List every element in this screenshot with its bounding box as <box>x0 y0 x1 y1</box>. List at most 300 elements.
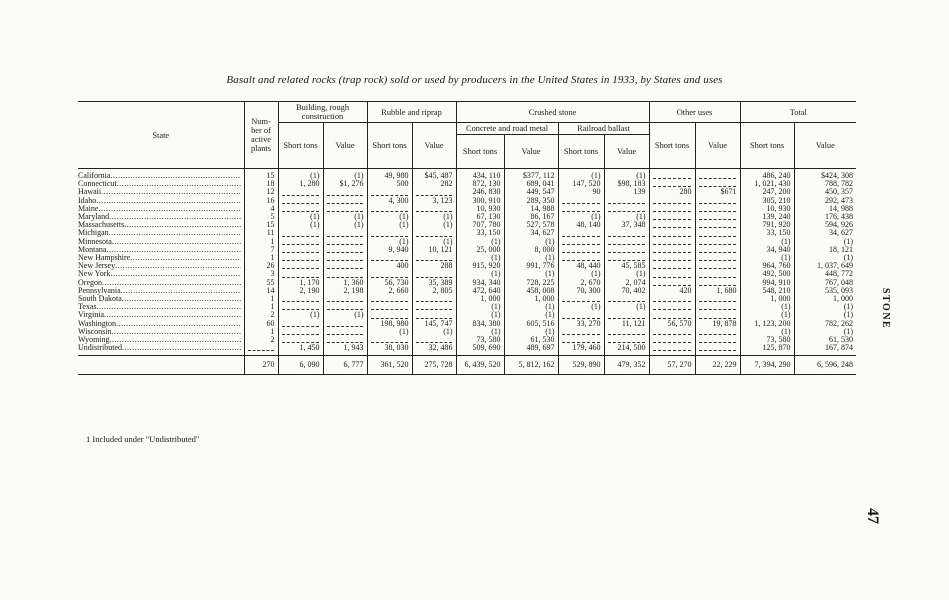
section-label: STONE <box>880 288 891 330</box>
dash-leader <box>653 304 691 310</box>
state-name <box>78 205 244 213</box>
value-cell <box>604 205 649 213</box>
totals-cell: 275, 728 <box>412 356 456 375</box>
value-cell: 145, 747 <box>412 320 456 328</box>
value-cell: $45, 487 <box>412 169 456 181</box>
value-cell: 179, 460 <box>558 344 604 356</box>
value-cell: 10, 930 <box>456 205 504 213</box>
value-cell: 934, 340 <box>456 279 504 287</box>
value-cell: (1) <box>323 311 367 319</box>
value-cell: 56, 730 <box>367 279 412 287</box>
value-cell: 449, 547 <box>504 188 558 196</box>
value-cell: 300, 910 <box>456 197 504 205</box>
value-cell <box>323 188 367 196</box>
value-cell: 139, 240 <box>740 213 794 221</box>
dash-leader <box>327 247 363 253</box>
totals-cell: 6, 439, 520 <box>456 356 504 375</box>
dash-leader <box>327 263 363 269</box>
value-cell: (1) <box>794 238 856 246</box>
dash-leader <box>699 173 736 179</box>
value-cell: (1) <box>456 238 504 246</box>
value-cell: (1) <box>456 311 504 319</box>
state-label: Minnesota ..... <box>78 238 241 246</box>
value-cell <box>558 246 604 254</box>
dash-leader <box>608 255 645 261</box>
value-cell: $377, 112 <box>504 169 558 181</box>
value-cell <box>558 238 604 246</box>
value-cell: 767, 048 <box>794 279 856 287</box>
value-cell: (1) <box>504 311 558 319</box>
value-cell: (1) <box>604 169 649 181</box>
value-cell: (1) <box>740 311 794 319</box>
value-cell <box>412 205 456 213</box>
plants-cell: 16 <box>244 197 278 205</box>
plants-cell: 18 <box>244 180 278 188</box>
value-cell: 791, 920 <box>740 221 794 229</box>
plants-cell: 1 <box>244 303 278 311</box>
value-cell: 214, 500 <box>604 344 649 356</box>
value-cell <box>604 328 649 336</box>
value-cell <box>649 205 695 213</box>
plants-cell: 26 <box>244 262 278 270</box>
value-cell: 1, 170 <box>278 279 323 287</box>
value-cell: 1, 680 <box>695 287 740 295</box>
dash-leader <box>653 296 691 302</box>
value-cell <box>649 279 695 287</box>
dash-leader <box>699 337 736 343</box>
value-cell: 48, 440 <box>558 262 604 270</box>
value-cell <box>323 320 367 328</box>
value-cell <box>649 270 695 278</box>
value-cell <box>367 295 412 303</box>
value-cell: (1) <box>794 254 856 262</box>
dash-leader <box>699 263 736 269</box>
value-cell: (1) <box>367 221 412 229</box>
value-cell: (1) <box>504 270 558 278</box>
value-cell <box>412 295 456 303</box>
value-cell: (1) <box>456 254 504 262</box>
state-name <box>78 238 244 246</box>
state-label: Virginia ..... <box>78 311 241 319</box>
value-cell: 49, 980 <box>367 169 412 181</box>
dash-leader <box>282 190 319 196</box>
state-name <box>78 311 244 319</box>
header-rubble-tons: Short tons <box>367 123 412 169</box>
dash-leader <box>282 321 319 327</box>
dash-leader <box>562 239 600 245</box>
table-row <box>78 238 856 246</box>
value-cell: (1) <box>604 213 649 221</box>
dash-leader <box>282 304 319 310</box>
dash-leader <box>699 247 736 253</box>
state-name <box>78 279 244 287</box>
plants-cell: 14 <box>244 287 278 295</box>
plants-cell <box>244 344 278 356</box>
value-cell <box>695 295 740 303</box>
plants-cell: 2 <box>244 336 278 344</box>
value-cell: 70, 402 <box>604 287 649 295</box>
value-cell <box>412 254 456 262</box>
value-cell <box>278 262 323 270</box>
dash-leader <box>653 239 691 245</box>
value-cell <box>695 344 740 356</box>
value-cell: (1) <box>504 254 558 262</box>
state-label: Massachusetts ..... <box>78 221 241 229</box>
value-cell: (1) <box>278 311 323 319</box>
value-cell <box>649 169 695 181</box>
value-cell: 991, 776 <box>504 262 558 270</box>
state-label: New Hampshire ..... <box>78 254 241 262</box>
value-cell <box>649 328 695 336</box>
value-cell: 2, 660 <box>367 287 412 295</box>
value-cell <box>558 295 604 303</box>
header-concrete-tons: Short tons <box>456 135 504 169</box>
value-cell <box>558 229 604 237</box>
header-railroad-value: Value <box>604 135 649 169</box>
dash-leader <box>699 304 736 310</box>
value-cell: (1) <box>604 303 649 311</box>
value-cell <box>367 188 412 196</box>
dash-leader <box>562 198 600 204</box>
value-cell: 14, 988 <box>504 205 558 213</box>
value-cell: 37, 348 <box>604 221 649 229</box>
dash-leader <box>416 304 452 310</box>
value-cell: 509, 690 <box>456 344 504 356</box>
value-cell <box>604 311 649 319</box>
state-name <box>78 188 244 196</box>
value-cell: 35, 389 <box>412 279 456 287</box>
value-cell: 1, 021, 430 <box>740 180 794 188</box>
dash-leader <box>282 239 319 245</box>
value-cell: 73, 580 <box>456 336 504 344</box>
state-label: South Dakota ..... <box>78 295 241 303</box>
table-row <box>78 213 856 221</box>
dash-leader <box>608 198 645 204</box>
value-cell <box>695 229 740 237</box>
trap-rock-table <box>78 101 856 375</box>
table-row <box>78 328 856 336</box>
table-row <box>78 320 856 328</box>
header-railroad-tons: Short tons <box>558 135 604 169</box>
value-cell: (1) <box>504 328 558 336</box>
state-label: New York ..... <box>78 270 241 278</box>
value-cell: 34, 627 <box>794 229 856 237</box>
value-cell <box>367 303 412 311</box>
header-concrete: Concrete and road metal <box>456 123 558 135</box>
state-label: Maryland ..... <box>78 213 241 221</box>
value-cell: (1) <box>412 238 456 246</box>
value-cell: 90 <box>558 188 604 196</box>
dash-leader <box>416 313 452 319</box>
dash-leader <box>416 190 452 196</box>
value-cell: 1, 037, 649 <box>794 262 856 270</box>
value-cell: (1) <box>367 238 412 246</box>
table-row <box>78 180 856 188</box>
dash-leader <box>699 181 736 187</box>
dash-leader <box>327 321 363 327</box>
value-cell <box>278 270 323 278</box>
value-cell <box>323 270 367 278</box>
dash-leader <box>608 239 645 245</box>
value-cell <box>649 197 695 205</box>
plants-cell: 4 <box>244 205 278 213</box>
value-cell: 10, 930 <box>740 205 794 213</box>
value-cell: 33, 150 <box>456 229 504 237</box>
state-label: Oregon ..... <box>78 279 241 287</box>
value-cell: 280 <box>649 188 695 196</box>
dash-leader <box>327 190 363 196</box>
value-cell: 305, 210 <box>740 197 794 205</box>
value-cell <box>695 328 740 336</box>
value-cell: 548, 210 <box>740 287 794 295</box>
value-cell: 11, 121 <box>604 320 649 328</box>
plants-cell: 5 <box>244 213 278 221</box>
value-cell: (1) <box>412 328 456 336</box>
value-cell: 247, 200 <box>740 188 794 196</box>
value-cell: (1) <box>323 213 367 221</box>
dash-leader <box>653 255 691 261</box>
state-name <box>78 221 244 229</box>
value-cell: (1) <box>367 328 412 336</box>
value-cell <box>323 229 367 237</box>
value-cell <box>695 180 740 188</box>
state-name <box>78 328 244 336</box>
value-cell: (1) <box>367 213 412 221</box>
state-name <box>78 287 244 295</box>
value-cell <box>604 254 649 262</box>
value-cell: 834, 380 <box>456 320 504 328</box>
value-cell <box>412 303 456 311</box>
dash-leader <box>608 231 645 237</box>
table-body <box>78 169 856 356</box>
state-name <box>78 180 244 188</box>
value-cell <box>278 238 323 246</box>
value-cell <box>367 205 412 213</box>
value-cell: 707, 780 <box>456 221 504 229</box>
plants-cell: 7 <box>244 246 278 254</box>
value-cell: 139 <box>604 188 649 196</box>
header-building-value: Value <box>323 123 367 169</box>
state-label: Pennsylvania ..... <box>78 287 241 295</box>
dash-leader <box>371 190 408 196</box>
state-label: New Jersey ..... <box>78 262 241 270</box>
value-cell <box>412 311 456 319</box>
header-other: Other uses <box>649 102 740 123</box>
table-row <box>78 197 856 205</box>
state-label: California ..... <box>78 172 241 180</box>
value-cell: 125, 870 <box>740 344 794 356</box>
value-cell: 288 <box>412 262 456 270</box>
value-cell <box>649 254 695 262</box>
value-cell: 872, 130 <box>456 180 504 188</box>
value-cell: (1) <box>558 270 604 278</box>
dash-leader <box>699 345 736 351</box>
value-cell: 605, 516 <box>504 320 558 328</box>
value-cell: (1) <box>278 213 323 221</box>
dash-leader <box>416 231 452 237</box>
dash-leader <box>282 337 319 343</box>
value-cell <box>278 254 323 262</box>
value-cell <box>558 197 604 205</box>
value-cell <box>604 246 649 254</box>
value-cell <box>278 328 323 336</box>
table-title: Basalt and related rocks (trap rock) sold or used by producers in the United States in 1933, by States and uses <box>226 74 723 86</box>
value-cell: 147, 520 <box>558 180 604 188</box>
table-row <box>78 205 856 213</box>
value-cell <box>695 221 740 229</box>
value-cell: (1) <box>278 221 323 229</box>
dash-leader <box>282 247 319 253</box>
dash-leader <box>416 255 452 261</box>
table-row <box>78 279 856 287</box>
value-cell <box>278 295 323 303</box>
dash-leader <box>282 255 319 261</box>
header-concrete-value: Value <box>504 135 558 169</box>
value-cell <box>323 295 367 303</box>
value-cell <box>412 336 456 344</box>
value-cell <box>649 221 695 229</box>
value-cell <box>649 238 695 246</box>
value-cell <box>323 336 367 344</box>
state-label: Undistributed ..... <box>78 344 241 352</box>
value-cell: 167, 874 <box>794 344 856 356</box>
value-cell <box>695 197 740 205</box>
header-building: Building, rough construction <box>278 102 367 123</box>
value-cell <box>649 262 695 270</box>
header-total: Total <box>740 102 856 123</box>
table-row <box>78 344 856 356</box>
value-cell: (1) <box>558 303 604 311</box>
table-row <box>78 246 856 254</box>
totals-cell: 57, 270 <box>649 356 695 375</box>
value-cell <box>695 254 740 262</box>
value-cell <box>278 205 323 213</box>
value-cell: 594, 926 <box>794 221 856 229</box>
value-cell: 3, 123 <box>412 197 456 205</box>
dash-leader <box>608 337 645 343</box>
value-cell <box>412 229 456 237</box>
state-label: Idaho ..... <box>78 197 241 205</box>
value-cell: 289, 350 <box>504 197 558 205</box>
totals-cell: 529, 890 <box>558 356 604 375</box>
value-cell <box>278 188 323 196</box>
value-cell <box>649 311 695 319</box>
value-cell: 8, 000 <box>504 246 558 254</box>
value-cell <box>558 311 604 319</box>
dash-leader <box>416 296 452 302</box>
plants-cell: 2 <box>244 311 278 319</box>
value-cell: 788, 782 <box>794 180 856 188</box>
dash-leader <box>371 272 408 278</box>
footnote: 1 Included under "Undistributed" <box>86 434 200 444</box>
dash-leader <box>562 313 600 319</box>
dash-leader <box>371 255 408 261</box>
header-total-tons: Short tons <box>740 123 794 169</box>
plants-cell: 1 <box>244 295 278 303</box>
plants-cell: 15 <box>244 169 278 181</box>
dash-leader <box>248 345 274 351</box>
state-name <box>78 254 244 262</box>
dash-leader <box>327 296 363 302</box>
value-cell: 9, 940 <box>367 246 412 254</box>
table-row <box>78 295 856 303</box>
value-cell <box>649 213 695 221</box>
dash-leader <box>699 214 736 220</box>
dash-leader <box>416 272 452 278</box>
totals-cell: 6, 596, 248 <box>794 356 856 375</box>
state-name <box>78 320 244 328</box>
value-cell <box>695 246 740 254</box>
value-cell: 282 <box>412 180 456 188</box>
value-cell: 292, 473 <box>794 197 856 205</box>
value-cell: 10, 121 <box>412 246 456 254</box>
value-cell <box>367 229 412 237</box>
value-cell <box>695 311 740 319</box>
value-cell <box>649 336 695 344</box>
totals-cell: 7, 394, 290 <box>740 356 794 375</box>
dash-leader <box>327 198 363 204</box>
dash-leader <box>653 313 691 319</box>
value-cell <box>412 270 456 278</box>
value-cell: 486, 240 <box>740 169 794 181</box>
dash-leader <box>699 198 736 204</box>
value-cell: (1) <box>504 303 558 311</box>
value-cell: 689, 041 <box>504 180 558 188</box>
value-cell: 1, 450 <box>278 344 323 356</box>
totals-cell: 5, 812, 162 <box>504 356 558 375</box>
value-cell <box>604 238 649 246</box>
state-name <box>78 169 244 181</box>
state-name <box>78 229 244 237</box>
dash-leader <box>327 337 363 343</box>
dash-leader <box>562 296 600 302</box>
dash-leader <box>653 181 691 187</box>
dash-leader <box>653 263 691 269</box>
value-cell: 1, 280 <box>278 180 323 188</box>
state-label: Connecticut ..... <box>78 180 241 188</box>
state-name <box>78 336 244 344</box>
dash-leader <box>699 239 736 245</box>
table-row <box>78 270 856 278</box>
table-row <box>78 229 856 237</box>
dash-leader <box>371 296 408 302</box>
value-cell <box>278 320 323 328</box>
value-cell: 2, 198 <box>323 287 367 295</box>
value-cell: 25, 000 <box>456 246 504 254</box>
value-cell: 18, 121 <box>794 246 856 254</box>
value-cell: $1, 276 <box>323 180 367 188</box>
value-cell: 434, 110 <box>456 169 504 181</box>
dash-leader <box>562 329 600 335</box>
value-cell: 500 <box>367 180 412 188</box>
dash-leader <box>562 337 600 343</box>
header-state: State <box>78 102 244 169</box>
value-cell <box>367 270 412 278</box>
value-cell: (1) <box>794 328 856 336</box>
dash-leader <box>282 329 319 335</box>
state-name <box>78 295 244 303</box>
value-cell: (1) <box>456 303 504 311</box>
dash-leader <box>699 272 736 278</box>
value-cell <box>695 336 740 344</box>
value-cell: 458, 008 <box>504 287 558 295</box>
dash-leader <box>653 345 691 351</box>
totals-cell: 361, 520 <box>367 356 412 375</box>
value-cell: 56, 570 <box>649 320 695 328</box>
value-cell: 4, 300 <box>367 197 412 205</box>
value-cell: 1, 000 <box>794 295 856 303</box>
value-cell: 1, 000 <box>504 295 558 303</box>
